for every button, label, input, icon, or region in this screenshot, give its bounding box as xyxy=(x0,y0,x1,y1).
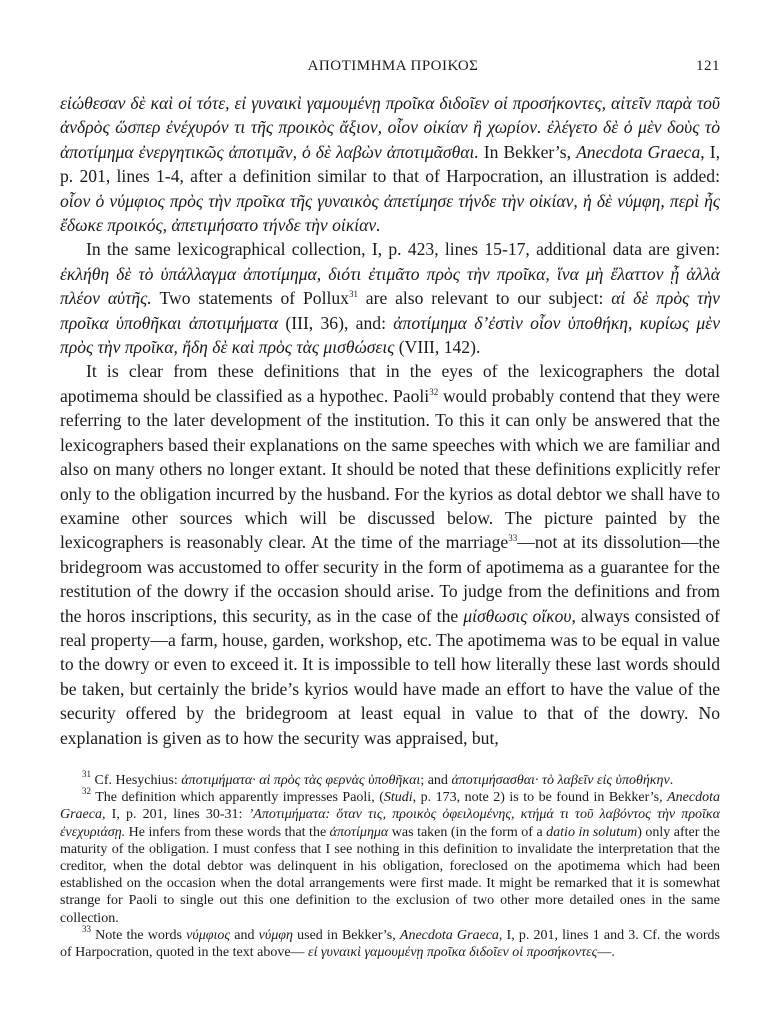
running-title: ΑΠΟΤΙΜΗΜΑ ΠΡΟΙΚΟΣ xyxy=(307,58,479,74)
greek-quote: εἰ γυναικὶ γαμουμένῃ προῖκα διδοῖεν οἱ προσήκοντες xyxy=(308,945,598,960)
text-run: He infers from these words that the xyxy=(125,824,330,840)
greek-quote: μίσθωσις οἴκου xyxy=(463,605,572,626)
footnote-33 xyxy=(60,923,720,961)
text-run: , p. 173, note 2) is to be found in Bekker’s, xyxy=(412,790,668,806)
greek-quote: ἀποτιμήματα· αἱ πρὸς τὰς φερνὰς ὑποθῆκαι xyxy=(181,772,421,788)
greek-quote: ’Αποτιμήματα: ὅταν τις, προικὸς ὀφειλομένης, κτήμά τι τοῦ λαβόντος τὴν προῖκα ἐνεχυριάσῃ. xyxy=(60,807,720,840)
text-run: ; and xyxy=(420,772,452,788)
page-number: 121 xyxy=(695,58,720,74)
text-run: , I, p. 201, lines 30-31: xyxy=(102,807,249,823)
footnote-number: 32 xyxy=(82,786,91,797)
greek-quote: εἰώθεσαν δὲ καὶ οἱ τότε, εἰ γυναικὶ γαμουμένῃ προῖκα διδοῖεν οἱ προσήκοντες, αἰτεῖν παρὰ τοῦ ἀνδρὸς ὥσπερ ἐνέχυρόν τι τῆς προικὸς ἄξιον, οἷον οἰκίαν ἢ χωρίον. ἐλέγετο δὲ ὁ μὲν δοὺς τὸ ἀποτίμημα ἐνεργητικῶς ἀποτιμᾶν, ὁ δὲ λαβὼν ἀποτιμᾶσθαι. xyxy=(60,93,720,162)
footnote-31 xyxy=(60,768,720,789)
text-run: and xyxy=(230,927,259,943)
greek-quote: αἱ δὲ πρὸς τὴν προῖκα ὑποθῆκαι ἀποτιμήματα xyxy=(60,288,720,333)
text-run: was taken (in the form of a xyxy=(388,824,547,840)
text-run: , I, p. 201, lines 1 and 3. Cf. the words of Harpocration, quoted in the text above— xyxy=(60,927,720,960)
text-run: used in Bekker’s, xyxy=(292,927,400,943)
text-run: , always consisted of real property—a farm, house, garden, workshop, etc. The apotimema was to be equal in value to the dowry or even to exceed it. It is impossible to tell how literally these last words should be taken, but certainly the bride’s kyrios would have made an effort to have the value of the security offered by the bridegroom at least equal in value to that of the dowry. No explanation is given as to how the security was appraised, but, xyxy=(60,605,720,748)
text-run: would probably contend that they were referring to the later development of the institution. To this it can only be answered that the lexicographers based their explanations on the same speeches with which we are familiar and also on many others no longer extant. It should be noted that these definitions explicitly refer only to the obligation incurred by the husband. For the kyrios as dotal debtor we shall have to examine other sources which will be discussed below. The picture painted by the lexicographers is reasonably clear. At the time of the marriage xyxy=(60,385,720,553)
main-text xyxy=(60,91,720,750)
work-title: Anecdota Graeca xyxy=(399,927,499,943)
text-run: It is clear from these definitions that in the eyes of the lexicographers the dotal apotimema should be classified as a hypothec. Paoli xyxy=(60,361,720,406)
greek-quote: νύμφη xyxy=(258,927,293,943)
text-run: (VIII, 142). xyxy=(394,337,481,358)
footnote-32 xyxy=(60,786,720,927)
text-run: Cf. Hesychius: xyxy=(91,772,182,788)
greek-quote: νύμφιος xyxy=(186,927,231,943)
greek-quote: οἷον ὁ νύμφιος πρὸς τὴν προῖκα τῆς γυναικὸς ἀπετίμησε τήνδε τὴν οἰκίαν, ἡ δὲ νύμφη, περὶ ἧς ἔδωκε προικός, ἀπετιμήσατο τήνδε τὴν οἰκίαν. xyxy=(60,190,720,236)
book-page xyxy=(60,58,720,961)
running-header xyxy=(60,58,720,75)
text-run: —. xyxy=(597,945,615,960)
text-run: Two statements of Pollux xyxy=(151,288,349,309)
text-run: The definition which apparently impresses Paoli, ( xyxy=(91,790,384,806)
text-run: ) only after the maturity of the obligation. I must confess that I see nothing in this definition to invalidate the interpretation that the creditor, when the dotal debtor was delinquent in his obligation, foreclosed on the apotimema which had been established on the occasion when the dotal arrangements were first made. It might be remarked that it is somewhat strange for Paoli to single out this one definition to the exclusion of two other more detailed ones in the same collection. xyxy=(60,824,720,926)
greek-quote: ἀποτιμήσασθαι· τὸ λαβεῖν εἰς ὑποθήκην xyxy=(451,772,670,788)
footnote-ref-33[interactable]: 33 xyxy=(508,533,518,544)
greek-quote: ἀποτίμημα xyxy=(329,824,389,840)
greek-quote: ἐκλήθη δὲ τὸ ὑπάλλαγμα ἀποτίμημα, διότι ἐτιμᾶτο πρὸς τὴν προῖκα, ἵνα μὴ ἔλαττον ᾖ ἀλλὰ πλέον αὐτῆς. xyxy=(60,263,720,309)
footnote-ref-31[interactable]: 31 xyxy=(348,289,358,300)
work-title: Studi xyxy=(383,790,413,806)
latin-term: datio in solutum xyxy=(546,824,638,840)
text-run: are also relevant to our subject: xyxy=(357,288,612,309)
paragraph-3 xyxy=(60,359,720,750)
work-title: Anecdota Graeca xyxy=(576,141,701,162)
text-run: , I, p. 201, lines 1-4, after a definition similar to that of Harpocration, an illustration is added: xyxy=(60,141,720,187)
text-run: —not at its dissolution—the bridegroom was accustomed to offer security in the form of apotimema as a guarantee for the restitution of the dowry if the occasion should arise. To judge from the definitions and from the horos inscriptions, this security, as in the case of the xyxy=(60,532,720,626)
footnotes xyxy=(60,768,720,961)
greek-quote: ἀποτίμημα δ’ἐστὶν οἷον ὑποθήκη, κυρίως μὲν πρὸς τὴν προῖκα, ἤδη δὲ καὶ πρὸς τὰς μισθώσεις xyxy=(60,312,720,358)
text-run: . xyxy=(669,772,674,788)
paragraph-1 xyxy=(60,91,720,237)
text-run: Note the words xyxy=(91,927,187,943)
footnote-number: 33 xyxy=(82,923,91,934)
footnote-ref-32[interactable]: 32 xyxy=(429,386,439,397)
work-title: Anecdota Graeca xyxy=(60,790,720,823)
paragraph-2 xyxy=(60,237,720,359)
text-run: In Bekker’s, xyxy=(478,141,577,162)
text-run: In the same lexicographical collection, I, p. 423, lines 15-17, additional data are given: xyxy=(86,239,720,260)
text-run: (III, 36), and: xyxy=(278,312,394,333)
footnote-number: 31 xyxy=(82,768,91,779)
